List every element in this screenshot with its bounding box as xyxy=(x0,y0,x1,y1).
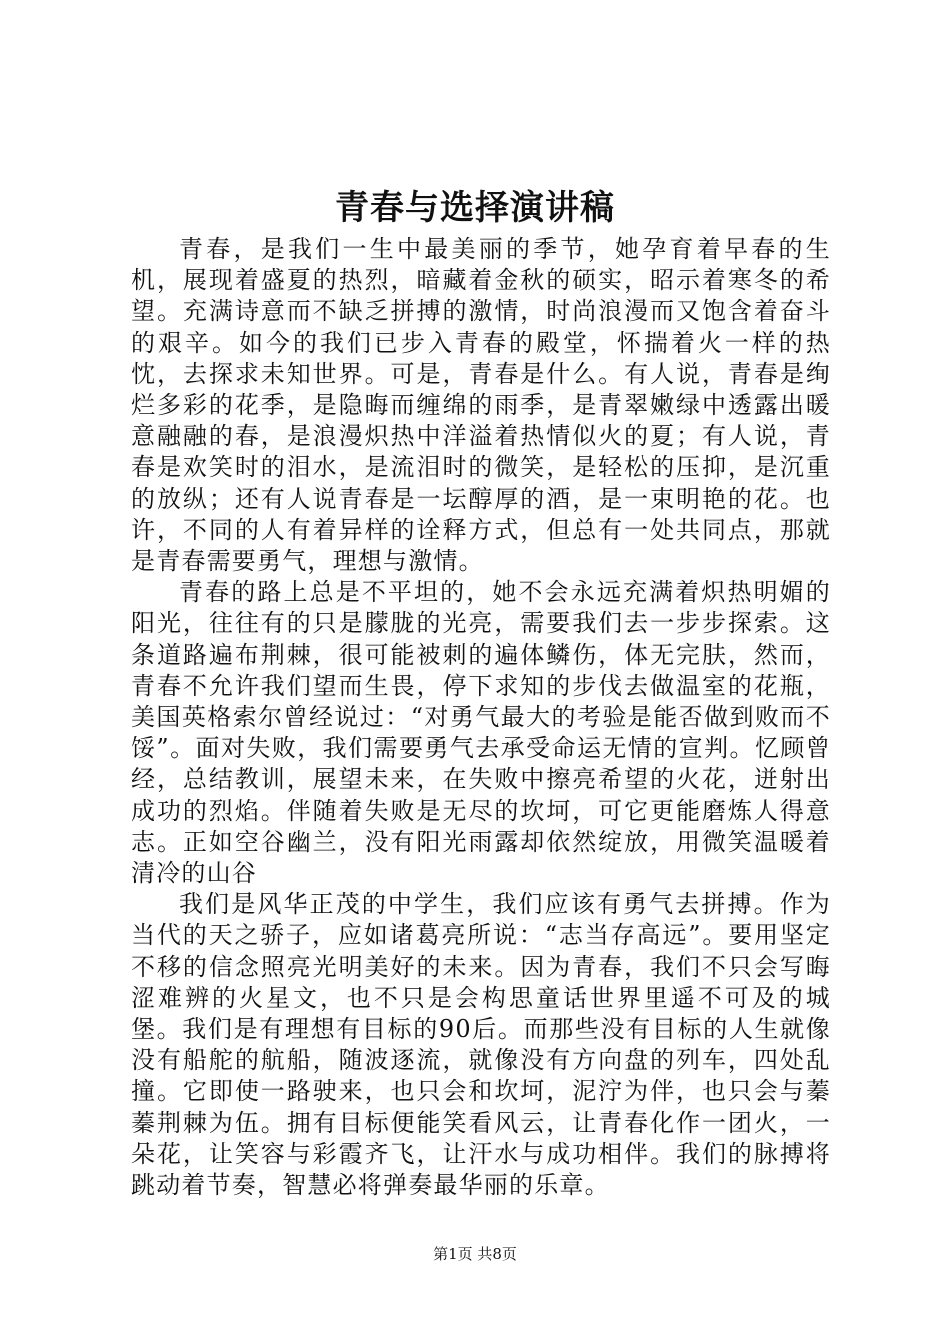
page-footer xyxy=(0,1244,950,1264)
page-number-indicator: 第1页 共8页 xyxy=(433,1245,517,1263)
document-body xyxy=(131,234,831,1201)
paragraph-1: 青春，是我们一生中最美丽的季节，她孕育着早春的生机，展现着盛夏的热烈，暗藏着金秋的硕实，昭示着寒冬的希望。充满诗意而不缺乏拼搏的激情，时尚浪漫而又饱含着奋斗的艰辛。如今的我们已步入青春的殿堂，怀揣着火一样的热忱，去探求未知世界。可是，青春是什么。有人说，青春是绚烂多彩的花季，是隐晦而缠绵的雨季，是青翠嫩绿中透露出暖意融融的春，是浪漫炽热中洋溢着热情似火的夏；有人说，青春是欢笑时的泪水，是流泪时的微笑，是轻松的压抑，是沉重的放纵；还有人说青春是一坛醇厚的酒，是一束明艳的花。也许，不同的人有着异样的诠释方式，但总有一处共同点，那就是青春需要勇气，理想与激情。 xyxy=(131,235,831,576)
paragraph-3: 我们是风华正茂的中学生，我们应该有勇气去拼搏。作为当代的天之骄子，应如诸葛亮所说：“志当存高远”。要用坚定不移的信念照亮光明美好的未来。因为青春，我们不只会写晦涩难辨的火星文，也不只是会构思童话世界里遥不可及的城堡。我们是有理想有目标的90后。而那些没有目标的人生就像没有船舵的航船，随波逐流，就像没有方向盘的列车，四处乱撞。它即使一路驶来，也只会和坎坷，泥泞为伴，也只会与蓁蓁荆棘为伍。拥有目标便能笑看风云，让青春化作一团火，一朵花，让笑容与彩霞齐飞，让汗水与成功相伴。我们的脉搏将跳动着节奏，智慧必将弹奏最华丽的乐章。 xyxy=(131,890,831,1200)
document-title: 青春与选择演讲稿 xyxy=(335,188,615,228)
paragraph-2: 青春的路上总是不平坦的，她不会永远充满着炽热明媚的阳光，往往有的只是朦胧的光亮，需要我们去一步步探索。这条道路遍布荆棘，很可能被刺的遍体鳞伤，体无完肤，然而，青春不允许我们望而生畏，停下求知的步伐去做温室的花瓶，美国英格索尔曾经说过：“对勇气最大的考验是能否做到败而不馁”。面对失败，我们需要勇气去承受命运无情的宣判。忆顾曾经，总结教训，展望未来，在失败中擦亮希望的火花，迸射出成功的烈焰。伴随着失败是无尽的坎坷，可它更能磨炼人得意志。正如空谷幽兰，没有阳光雨露却依然绽放，用微笑温暖着清冷的山谷 xyxy=(131,578,831,888)
